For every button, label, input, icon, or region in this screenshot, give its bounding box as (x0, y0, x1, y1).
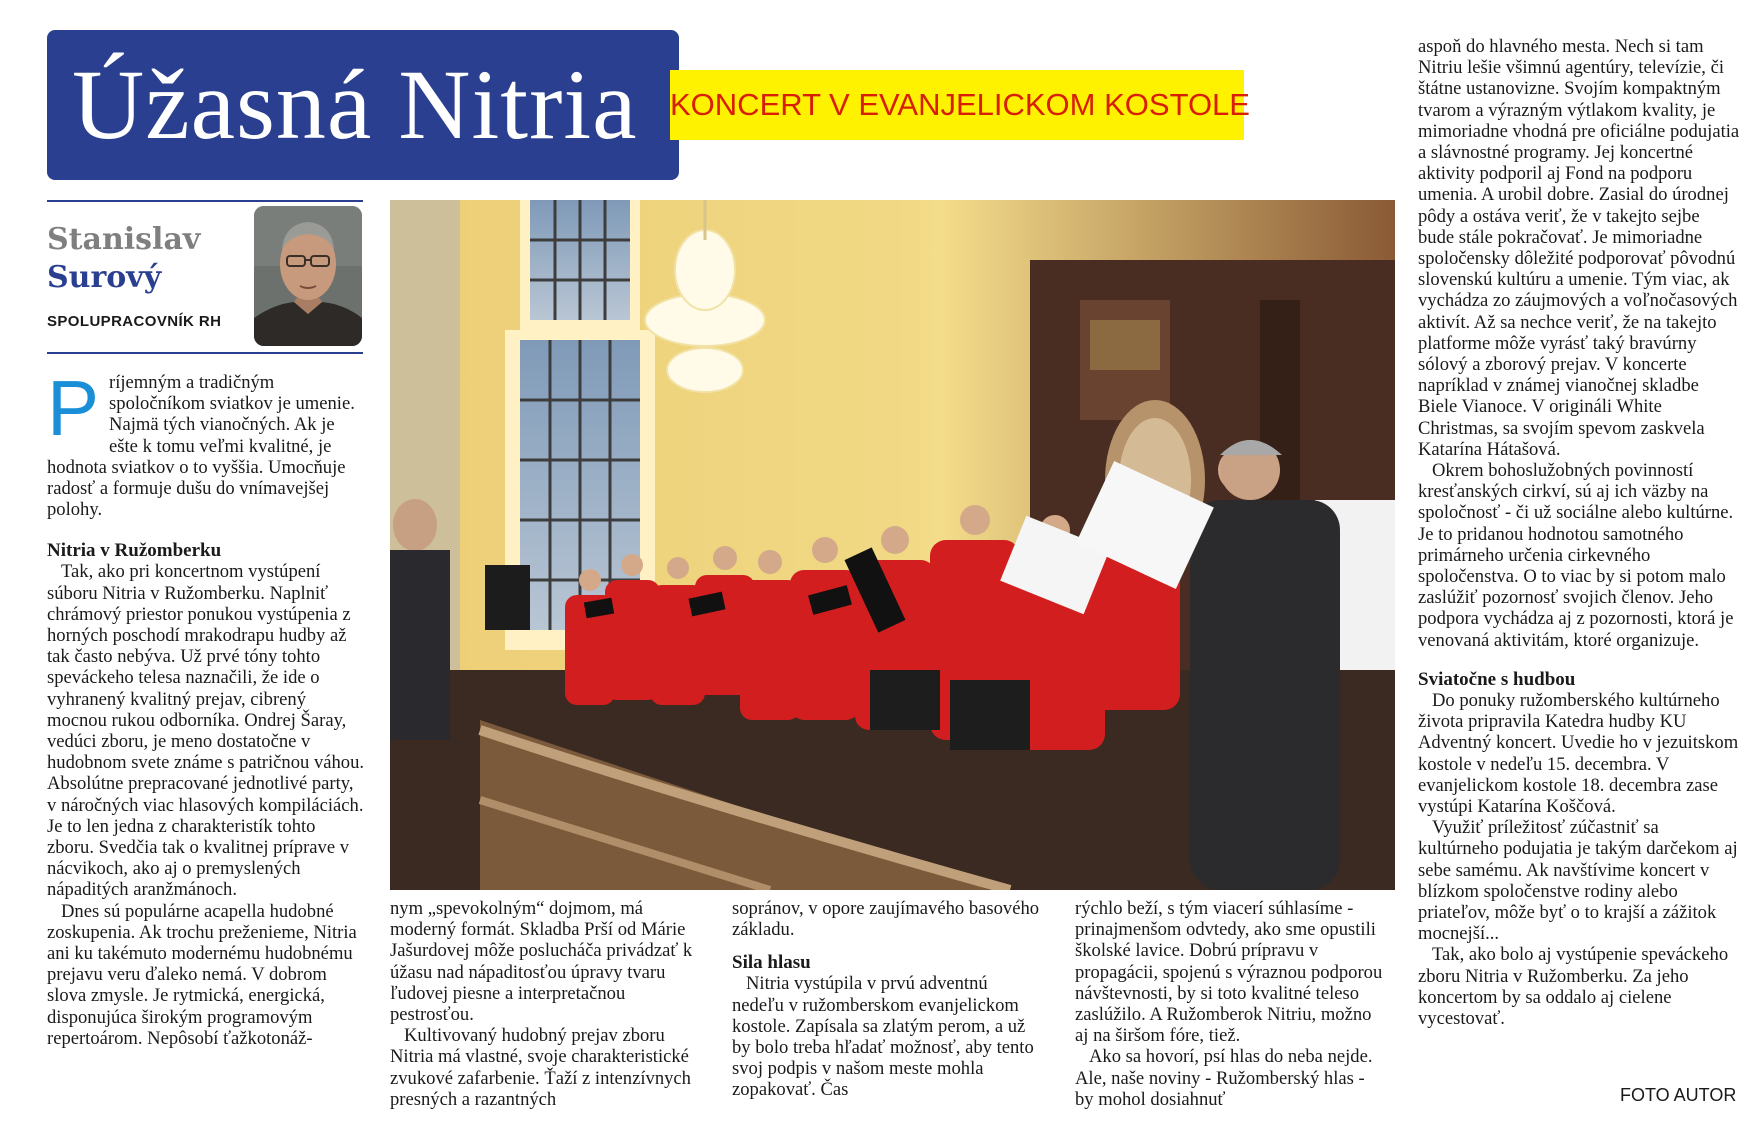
avatar (254, 206, 362, 346)
author-first-name: Stanislav (47, 222, 201, 257)
paragraph: Využiť príležitosť zúčastniť sa kultúrneho podujatia je takým darčekom aj sebe samému. Ak navštívime koncert v blízkom spoločenstve rodiny alebo priateľov, môže byť o to krajší a zážitok mocnejší... (1418, 817, 1738, 945)
article-column-4 (1075, 898, 1385, 1110)
paragraph: Do ponuky ružomberského kultúrneho života pripravila Katedra hudby KU Adventný koncert. Uvedie ho v jezuitskom kostole v nedeľu 15. decembra. V evanjelickom kostole 18. decembra zase vystúpi Katarína Koščová. (1418, 689, 1739, 817)
section-heading-sviatocne: Sviatočne s hudbou (1418, 668, 1576, 690)
paragraph: Nitria vystúpila v prvú adventnú nedeľu v ružomberskom evanjelickom kostole. Zapísala sa zlatým perom, a už by bolo treba hľadať možnosť, aby tento svoj podpis v našom meste mohla zopakovať. Čas (732, 973, 1034, 1101)
drop-cap: P (47, 364, 100, 452)
paragraph: sopránov, v opore zaujímavého basového základu. (732, 898, 1040, 941)
paragraph: aspoň do hlavného mesta. Nech si tam Nitriu lešie všimnú agentúry, televízie, či štátne ustanovizne. Svojím kompaktným tvarom a výrazným výtlakom kvality, je mimoriadne vhodná pre oficiálne podujatia a slávnostné programy. Jej koncertné aktivity podporil aj Fond na podporu umenia. A urobil dobre. Zasial do úrodnej pôdy a ostáva veriť, že v takejto sejbe bude stále pokračovať. Je mimoriadne spoločensky dôležité podporovať pôvodnú slovenskú kultúru a umenie. Tým viac, ak vychádza zo záujmových a voľnočasových aktivít. Až sa nechce veriť, že na takejto platforme môže vyrásť taký bravúrny sólový a zborový prejav. V koncerte napríklad v známej vianočnej skladbe Biele Vianoce. V origináli White Christmas, sa svojím spevom zaskvela Katarína Hátašová. (1418, 36, 1740, 460)
paragraph: Tak, ako pri koncertnom vystúpení súboru Nitria v Ružomberku. Naplniť chrámový priestor ponukou vystúpenia z horných poschodí mrakodrapu hudby až tak často nebýva. Už prvé tóny tohto speváckeho telesa naznačili, že ide o vyhranený kvalitný prejav, cibrený mocnou rukou odborníka. Ondrej Šaray, vedúci zboru, je meno dostatočne v hudobnom svete známe s patričnou váhou. Absolútne prepracované jednotlivé party, v náročných viac hlasových kompiláciách. Je to len jedna z charakteristík tohto zboru. Svedčia tak o kvalitnej príprave v nácvikoch, ako aj o premyslených nápaditých aranžmánoch. (47, 561, 365, 901)
article-column-2 (390, 898, 702, 1110)
article-column-1 (47, 364, 365, 1049)
page-subtitle: KONCERT V EVANJELICKOM KOSTOLE (670, 87, 1250, 122)
section-heading-nitria: Nitria v Ružomberku (47, 540, 222, 562)
paragraph: Tak, ako bolo aj vystúpenie speváckeho zboru Nitria v Ružomberku. Za jeho koncertom by sa oddalo aj cielene vycestovať. (1418, 944, 1729, 1029)
author-role: SPOLUPRACOVNÍK RH (47, 313, 222, 330)
choir-photo (390, 200, 1395, 890)
author-rule-bottom (47, 352, 363, 354)
paragraph: nym „spevokolným“ dojmom, má moderný formát. Skladba Prší od Márie Jašurdovej môže poslucháča privádzať k úžasu nad nápaditosťou úpravy tvaru ľudovej piesne a interpretačnou pestrosťou. (390, 898, 693, 1026)
intro-paragraph: ríjemným a tradičným spoločníkom sviatkov je umenie. Najmä tých vianočných. Ak je ešte k tomu veľmi kvalitné, je hodnota sviatkov o to vyššia. Umocňuje radosť a formuje dušu do vnímavejšej polohy. (47, 372, 355, 521)
choir-concert-image (390, 200, 1395, 890)
paragraph: Okrem bohoslužobných povinností kresťanských cirkví, sú aj ich väzby na spoločnosť - či už sociálne alebo kultúrne. Je to pridanou hodnotou samotného primárneho určenia cirkevného spoločenstva. O to viac by si potom malo zaslúžiť pozornosť svojich členov. Jeho podpora vychádza aj z pozornosti, ktorá je venovaná aktivitám, ktoré organizuje. (1418, 460, 1734, 651)
author-rule-top (47, 200, 363, 202)
section-heading-sila-hlasu: Sila hlasu (732, 952, 811, 974)
article-column-5 (1418, 36, 1740, 1029)
photo-credit: FOTO AUTOR (1620, 1085, 1737, 1105)
paragraph: Ako sa hovorí, psí hlas do neba nejde. Ale, naše noviny - Ružomberský hlas - by mohol dosiahnuť (1075, 1046, 1373, 1110)
paragraph: rýchlo beží, s tým viacerí súhlasíme - prinajmenšom odvtedy, ako sme opustili školské lavice. Dobrú prípravu v propagácii, spojenú s výraznou podporou návštevnosti, by si toto kvalitné teleso zaslúžilo. A Ružomberok Nitriu, možno aj na širšom fóre, tiež. (1075, 898, 1383, 1047)
paragraph: Kultivovaný hudobný prejav zboru Nitria má vlastné, svoje charakteristické zvukové zafarbenie. Ťaží z intenzívnych presných a razantných (390, 1025, 691, 1110)
page-title: Úžasná Nitria (72, 49, 638, 160)
author-portrait-image (254, 206, 362, 346)
author-last-name: Surový (47, 260, 162, 295)
article-column-3 (732, 898, 1042, 1101)
paragraph: Dnes sú populárne acapella hudobné zoskupenia. Ak trochu preženieme, Nitria ani ku takémuto modernému hudobnému prejavu veru ďaleko nemá. V dobrom slova zmysle. Je rytmická, energická, disponujúca širokým programovým repertoárom. Nepôsobí ťažkotonáž- (47, 900, 357, 1049)
